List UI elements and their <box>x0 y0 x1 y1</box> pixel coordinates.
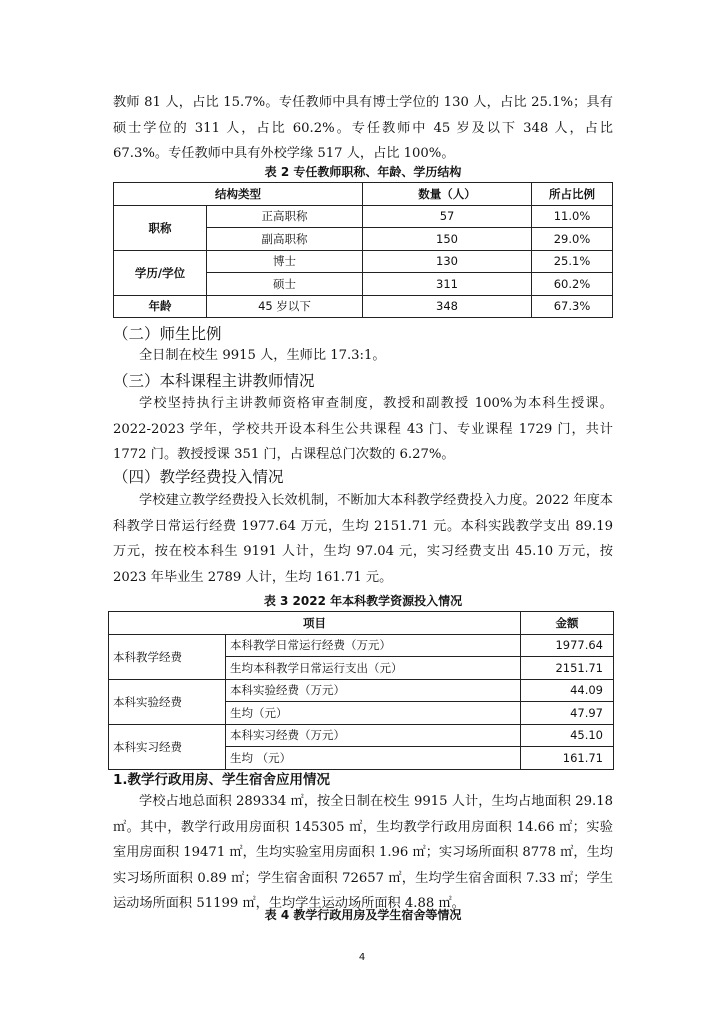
item-cell: 生均（元） <box>226 702 521 725</box>
header-amount: 金额 <box>521 612 614 635</box>
item-cell: 本科实验经费（万元） <box>226 679 521 702</box>
category-label: 本科实验经费 <box>109 679 226 724</box>
header-structure-type: 结构类型 <box>114 183 363 206</box>
section5-heading: 1.教学行政用房、学生宿舍应用情况 <box>113 772 331 788</box>
amount-cell: 2151.71 <box>521 657 614 680</box>
table-row <box>109 634 614 657</box>
table-row <box>109 679 614 702</box>
table-row <box>109 724 614 747</box>
ratio-cell: 29.0% <box>532 228 613 251</box>
table3-caption: 表 3 2022 年本科教学资源投入情况 <box>263 594 463 608</box>
table-row <box>114 205 613 228</box>
intro-paragraph: 教师 81 人，占比 15.7%。专任教师中具有博士学位的 130 人，占比 25.1%；具有硕士学位的 311 人，占比 60.2%。专任教师中 45 岁及以下 348 人，占比 67.3%。专任教师中具有外校学缘 517 人，占比 100%。 <box>113 95 613 161</box>
ratio-cell: 60.2% <box>532 273 613 296</box>
count-cell: 150 <box>363 228 532 251</box>
ratio-cell: 25.1% <box>532 250 613 273</box>
section3-body: 学校坚持执行主讲教师资格审查制度，教授和副教授 100%为本科生授课。2022-2023 学年，学校共开设本科生公共课程 43 门、专业课程 1729 门，共计 1772 门。教授授课 351 门，占课程总门次数的 6.27%。 <box>113 396 613 462</box>
table-header-row <box>114 183 613 206</box>
section4-heading: （四）教学经费投入情况 <box>113 468 284 486</box>
table-header-row <box>109 612 614 635</box>
teacher-structure-table <box>113 182 613 318</box>
amount-cell: 44.09 <box>521 679 614 702</box>
category-label: 本科教学经费 <box>109 634 226 679</box>
category-label: 本科实习经费 <box>109 724 226 769</box>
type-cell: 45 岁以下 <box>207 295 363 318</box>
section2-heading: （二）师生比例 <box>113 325 222 343</box>
group-label: 年龄 <box>114 295 207 318</box>
count-cell: 130 <box>363 250 532 273</box>
type-cell: 硕士 <box>207 273 363 296</box>
header-count: 数量（人） <box>363 183 532 206</box>
table4-caption: 表 4 教学行政用房及学生宿舍等情况 <box>264 908 462 922</box>
table2-caption: 表 2 专任教师职称、年龄、学历结构 <box>264 165 462 179</box>
table-row <box>114 295 613 318</box>
item-cell: 本科实习经费（万元） <box>226 724 521 747</box>
amount-cell: 45.10 <box>521 724 614 747</box>
group-label: 职称 <box>114 205 207 250</box>
ratio-cell: 11.0% <box>532 205 613 228</box>
item-cell: 本科教学日常运行经费（万元） <box>226 634 521 657</box>
amount-cell: 161.71 <box>521 747 614 770</box>
section4-body: 学校建立教学经费投入长效机制，不断加大本科教学经费投入力度。2022 年度本科教学日常运行经费 1977.64 万元，生均 2151.71 元。本科实践教学支出 89.19 万元，按在校本科生 9191 人计，生均 97.04 元，实习经费支出 45.10 万元，按 2023 年毕业生 2789 人计，生均 161.71 元。 <box>113 493 613 585</box>
ratio-cell: 67.3% <box>532 295 613 318</box>
amount-cell: 47.97 <box>521 702 614 725</box>
teaching-resources-table <box>108 611 614 770</box>
amount-cell: 1977.64 <box>521 634 614 657</box>
count-cell: 57 <box>363 205 532 228</box>
section5-body: 学校占地总面积 289334 ㎡，按全日制在校生 9915 人计，生均占地面积 29.18 ㎡。其中，教学行政用房面积 145305 ㎡，生均教学行政用房面积 14.66 ㎡；实验室用房面积 19471 ㎡，生均实验室用房面积 1.96 ㎡；实习场所面积 8778 ㎡，生均实习场所面积 0.89 ㎡；学生宿舍面积 72657 ㎡，生均学生宿舍面积 7.33 ㎡；学生运动场所面积 51199 ㎡，生均学生运动场所面积 4.88 ㎡。 <box>113 794 613 911</box>
type-cell: 副高职称 <box>207 228 363 251</box>
table-row <box>114 250 613 273</box>
section3-heading: （三）本科课程主讲教师情况 <box>113 372 315 390</box>
count-cell: 348 <box>363 295 532 318</box>
group-label: 学历/学位 <box>114 250 207 295</box>
type-cell: 博士 <box>207 250 363 273</box>
count-cell: 311 <box>363 273 532 296</box>
item-cell: 生均本科教学日常运行支出（元） <box>226 657 521 680</box>
header-item: 项目 <box>109 612 521 635</box>
type-cell: 正高职称 <box>207 205 363 228</box>
section2-body: 全日制在校生 9915 人，生师比 17.3:1。 <box>139 348 386 363</box>
page-number: 4 <box>358 952 366 963</box>
item-cell: 生均 （元） <box>226 747 521 770</box>
header-ratio: 所占比例 <box>532 183 613 206</box>
